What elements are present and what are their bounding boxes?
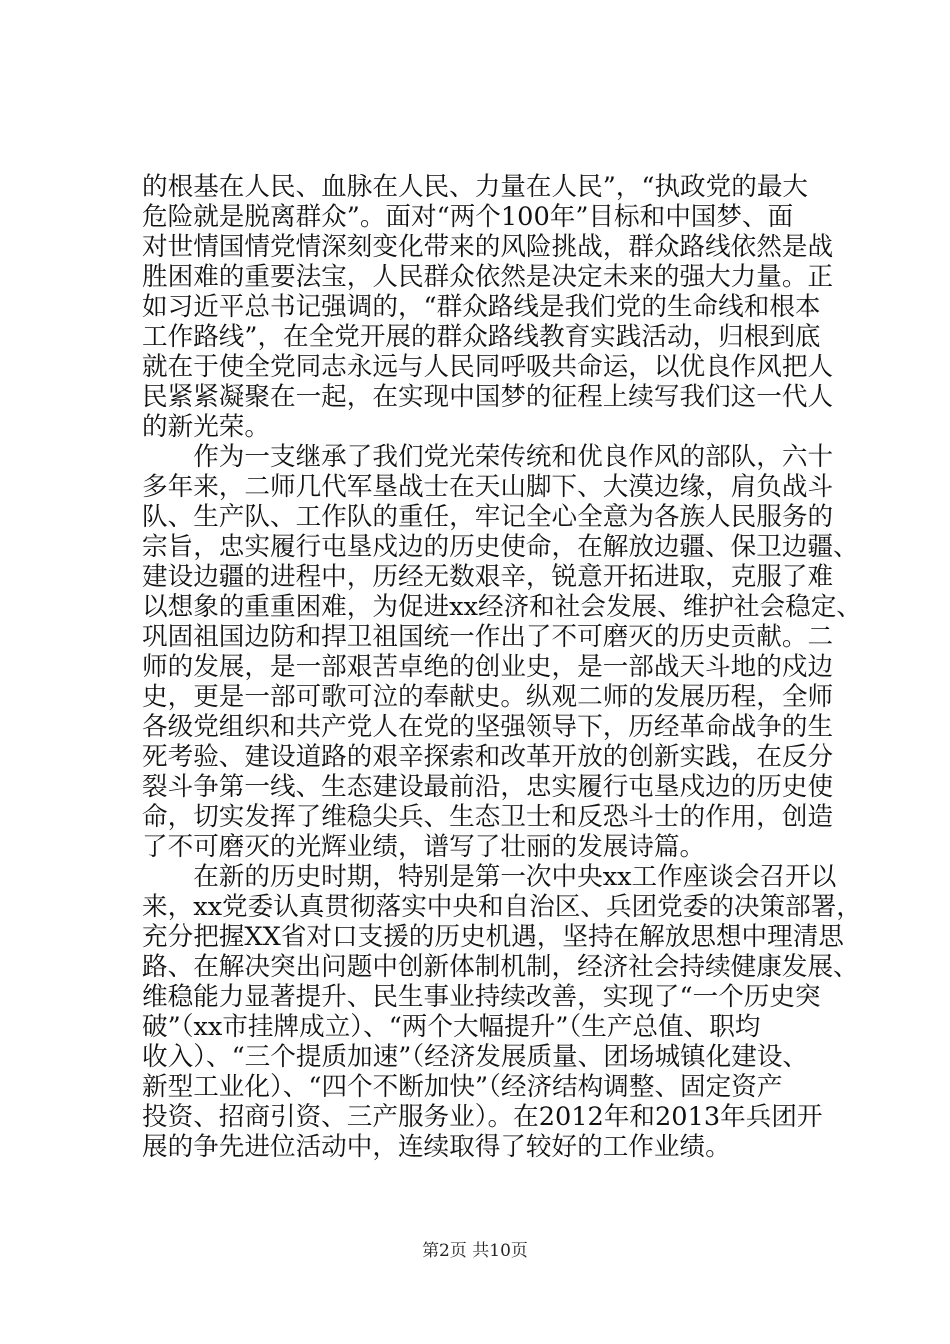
text-line: 命，切实发挥了维稳尖兵、生态卫士和反恐斗士的作用，创造 xyxy=(142,802,834,832)
text-line: 史，更是一部可歌可泣的奉献史。纵观二师的发展历程，全师 xyxy=(142,682,834,712)
text-line: 以想象的重重困难，为促进xx经济和社会发展、维护社会稳定、 xyxy=(142,592,862,622)
text-line: 了不可磨灭的光辉业绩，谱写了壮丽的发展诗篇。 xyxy=(142,832,706,862)
text-line: 收入）、“三个提质加速”（经济发展质量、团场城镇化建设、 xyxy=(142,1042,809,1072)
text-line: 就在于使全党同志永远与人民同呼吸共命运，以优良作风把人 xyxy=(142,352,834,382)
text-line: 宗旨，忠实履行屯垦戍边的历史使命，在解放边疆、保卫边疆、 xyxy=(142,532,859,562)
text-line: 对世情国情党情深刻变化带来的风险挑战，群众路线依然是战 xyxy=(142,232,834,262)
text-line: 路、在解决突出问题中创新体制机制，经济社会持续健康发展、 xyxy=(142,952,859,982)
text-line: 维稳能力显著提升、民生事业持续改善，实现了“一个历史突 xyxy=(142,982,821,1012)
text-line: 充分把握XX省对口支援的历史机遇，坚持在解放思想中理清思 xyxy=(142,922,844,952)
text-line: 工作路线”，在全党开展的群众路线教育实践活动，归根到底 xyxy=(142,322,821,352)
text-line: 建设边疆的进程中，历经无数艰辛，锐意开拓进取，克服了难 xyxy=(142,562,834,592)
page-footer: 第2页 共10页 xyxy=(422,1241,528,1261)
text-line: 作为一支继承了我们党光荣传统和优良作风的部队，六十 xyxy=(142,442,834,472)
text-line: 胜困难的重要法宝，人民群众依然是决定未来的强大力量。正 xyxy=(142,262,834,292)
text-line: 死考验、建设道路的艰辛探索和改革开放的创新实践，在反分 xyxy=(142,742,834,772)
text-line: 展的争先进位活动中，连续取得了较好的工作业绩。 xyxy=(142,1132,731,1162)
text-line: 来，xx党委认真贯彻落实中央和自治区、兵团党委的决策部署， xyxy=(142,892,862,922)
text-line: 的根基在人民、血脉在人民、力量在人民”，“执政党的最大 xyxy=(142,172,809,202)
text-line: 队、生产队、工作队的重任，牢记全心全意为各族人民服务的 xyxy=(142,502,834,532)
text-line: 投资、招商引资、三产服务业）。在2012年和2013年兵团开 xyxy=(142,1102,823,1132)
text-line: 的新光荣。 xyxy=(142,412,270,442)
text-line: 破”（xx市挂牌成立）、“两个大幅提升”（生产总值、职均 xyxy=(142,1012,761,1042)
text-line: 裂斗争第一线、生态建设最前沿，忠实履行屯垦戍边的历史使 xyxy=(142,772,834,802)
text-line: 危险就是脱离群众”。面对“两个100年”目标和中国梦、面 xyxy=(142,202,794,232)
text-line: 师的发展，是一部艰苦卓绝的创业史，是一部战天斗地的戍边 xyxy=(142,652,834,682)
text-line: 如习近平总书记强调的，“群众路线是我们党的生命线和根本 xyxy=(142,292,821,322)
text-line: 多年来，二师几代军垦战士在天山脚下、大漠边缘，肩负战斗 xyxy=(142,472,834,502)
text-line: 巩固祖国边防和捍卫祖国统一作出了不可磨灭的历史贡献。二 xyxy=(142,622,834,652)
text-line: 各级党组织和共产党人在党的坚强领导下，历经革命战争的生 xyxy=(142,712,834,742)
text-line: 民紧紧凝聚在一起，在实现中国梦的征程上续写我们这一代人 xyxy=(142,382,834,412)
text-line: 在新的历史时期，特别是第一次中央xx工作座谈会召开以 xyxy=(142,862,837,892)
text-line: 新型工业化）、“四个不断加快”（经济结构调整、固定资产 xyxy=(142,1072,783,1102)
